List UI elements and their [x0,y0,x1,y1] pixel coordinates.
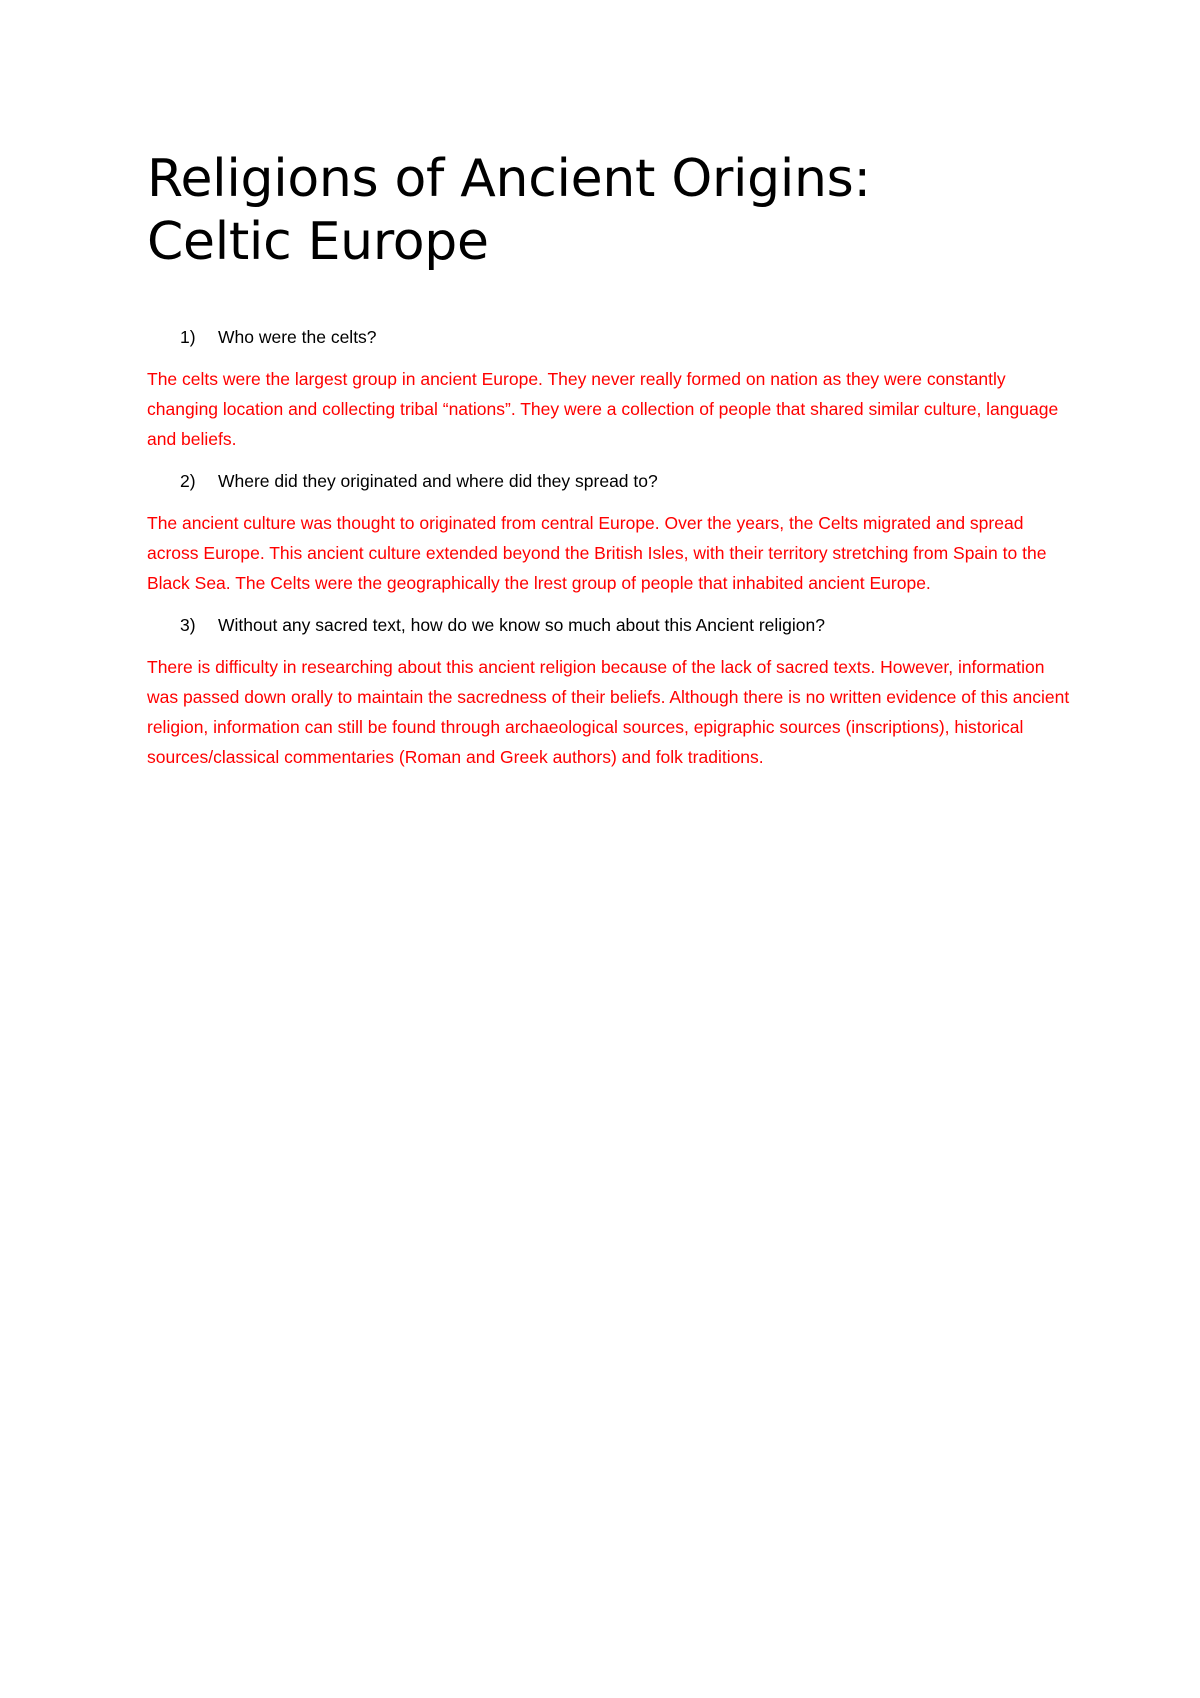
question-list [147,322,1072,772]
title-line-2: Celtic Europe [147,212,489,272]
question-2-text: Where did they originated and where did they spread to? [218,471,658,491]
question-3-number: 3) [180,615,196,635]
question-1-number: 1) [180,327,196,347]
question-1-text: Who were the celts? [218,327,377,347]
question-1 [147,322,1072,352]
question-3-text: Without any sacred text, how do we know so much about this Ancient religion? [218,615,825,635]
answer-1: The celts were the largest group in ancient Europe. They never really formed on nation as they were constantly changing location and collecting tribal “nations”. They were a collection of people that shared similar culture, language and beliefs. [147,369,1059,449]
answer-3: There is difficulty in researching about this ancient religion because of the lack of sacred texts. However, information was passed down orally to maintain the sacredness of their beliefs. Although there is no written evidence of this ancient religion, information can still be found through archaeological sources, epigraphic sources (inscriptions), historical sources/classical commentaries (Roman and Greek authors) and folk traditions. [147,657,1070,767]
title-line-1: Religions of Ancient Origins: [147,149,871,209]
page-title [147,148,1072,274]
document-content [147,148,1072,784]
question-2-number: 2) [180,471,196,491]
answer-2: The ancient culture was thought to originated from central Europe. Over the years, the Celts migrated and spread across Europe. This ancient culture extended beyond the British Isles, with their territory stretching from Spain to the Black Sea. The Celts were the geographically the lrest group of people that inhabited ancient Europe. [147,513,1047,593]
question-2 [147,466,1072,496]
question-3 [147,610,1072,640]
